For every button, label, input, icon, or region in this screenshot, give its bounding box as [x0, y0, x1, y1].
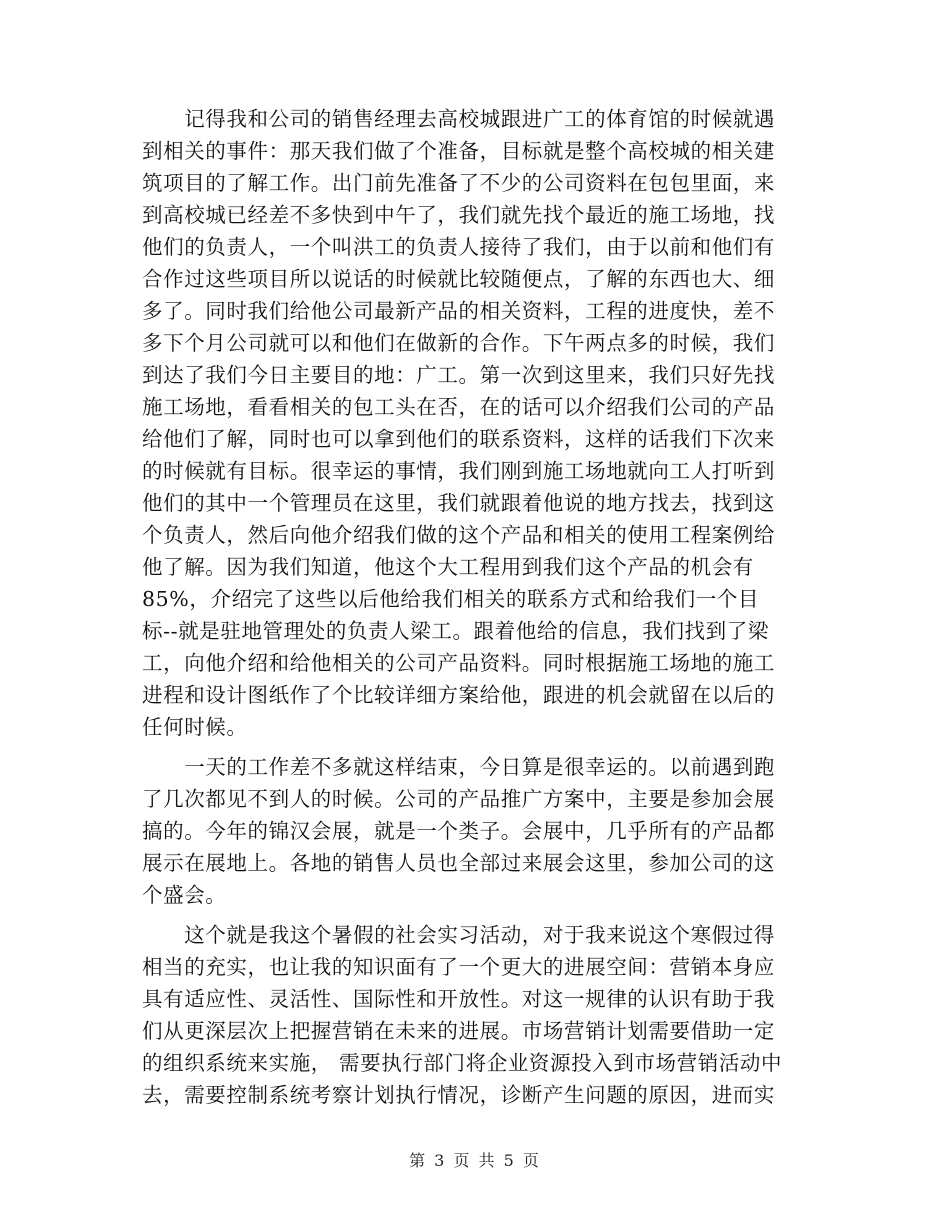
text-line: 这个就是我这个暑假的社会实习活动，对于我来说这个寒假过得	[142, 923, 775, 947]
text-line: 们从更深层次上把握营销在未来的进展。市场营销计划需要借助一定	[142, 1019, 775, 1043]
text-line: 他们的负责人，一个叫洪工的负责人接待了我们，由于以前和他们有	[142, 235, 775, 259]
text-line: 展示在展地上。各地的销售人员也全部过来展会这里，参加公司的这	[142, 851, 775, 875]
text-line: 施工场地，看看相关的包工头在否，在的话可以介绍我们公司的产品	[142, 395, 775, 419]
text-line: 多下个月公司就可以和他们在做新的合作。下午两点多的时候，我们	[142, 331, 775, 355]
text-line: 到高校城已经差不多快到中午了，我们就先找个最近的施工场地，找	[142, 203, 775, 227]
text-line: 标--就是驻地管理处的负责人梁工。跟着他给的信息，我们找到了梁	[142, 619, 769, 643]
text-line: 筑项目的了解工作。出门前先准备了不少的公司资料在包包里面，来	[142, 171, 775, 195]
text-line: 进程和设计图纸作了个比较详细方案给他，跟进的机会就留在以后的	[142, 683, 775, 707]
text-line: 给他们了解，同时也可以拿到他们的联系资料，这样的话我们下次来	[142, 427, 775, 451]
text-line: 85%，介绍完了这些以后他给我们相关的联系方式和给我们一个目	[142, 587, 760, 611]
text-line: 具有适应性、灵活性、国际性和开放性。对这一规律的认识有助于我	[142, 987, 775, 1011]
text-line: 到相关的事件：那天我们做了个准备，目标就是整个高校城的相关建	[142, 139, 775, 163]
paragraph-1	[142, 103, 814, 743]
paragraph-3	[142, 919, 814, 1111]
text-line: 搞的。今年的锦汉会展，就是一个类子。会展中，几乎所有的产品都	[142, 819, 775, 843]
page-number-footer: 第 3 页 共 5 页	[409, 1151, 541, 1170]
text-line: 一天的工作差不多就这样结束，今日算是很幸运的。以前遇到跑	[142, 755, 775, 779]
paragraph-2	[142, 751, 814, 911]
text-line: 他了解。因为我们知道，他这个大工程用到我们这个产品的机会有	[142, 555, 754, 579]
text-line: 记得我和公司的销售经理去高校城跟进广工的体育馆的时候就遇	[142, 107, 775, 131]
text-line: 了几次都见不到人的时候。公司的产品推广方案中，主要是参加会展	[142, 787, 775, 811]
text-line: 相当的充实，也让我的知识面有了一个更大的进展空间：营销本身应	[142, 955, 775, 979]
text-line: 工，向他介绍和给他相关的公司产品资料。同时根据施工场地的施工	[142, 651, 775, 675]
text-line: 的时候就有目标。很幸运的事情，我们刚到施工场地就向工人打听到	[142, 459, 775, 483]
text-line: 任何时候。	[142, 715, 248, 739]
text-line: 多了。同时我们给他公司最新产品的相关资料，工程的进度快，差不	[142, 299, 775, 323]
text-line: 到达了我们今日主要目的地：广工。第一次到这里来，我们只好先找	[142, 363, 775, 387]
text-line: 个负责人，然后向他介绍我们做的这个产品和相关的使用工程案例给	[142, 523, 775, 547]
body-text	[142, 103, 814, 1111]
text-line: 的组织系统来实施， 需要执行部门将企业资源投入到市场营销活动中	[142, 1051, 783, 1075]
text-line: 合作过这些项目所以说话的时候就比较随便点，了解的东西也大、细	[142, 267, 775, 291]
text-line: 去，需要控制系统考察计划执行情况，诊断产生问题的原因，进而实	[142, 1083, 775, 1107]
text-line: 个盛会。	[142, 883, 227, 907]
text-line: 他们的其中一个管理员在这里，我们就跟着他说的地方找去，找到这	[142, 491, 775, 515]
